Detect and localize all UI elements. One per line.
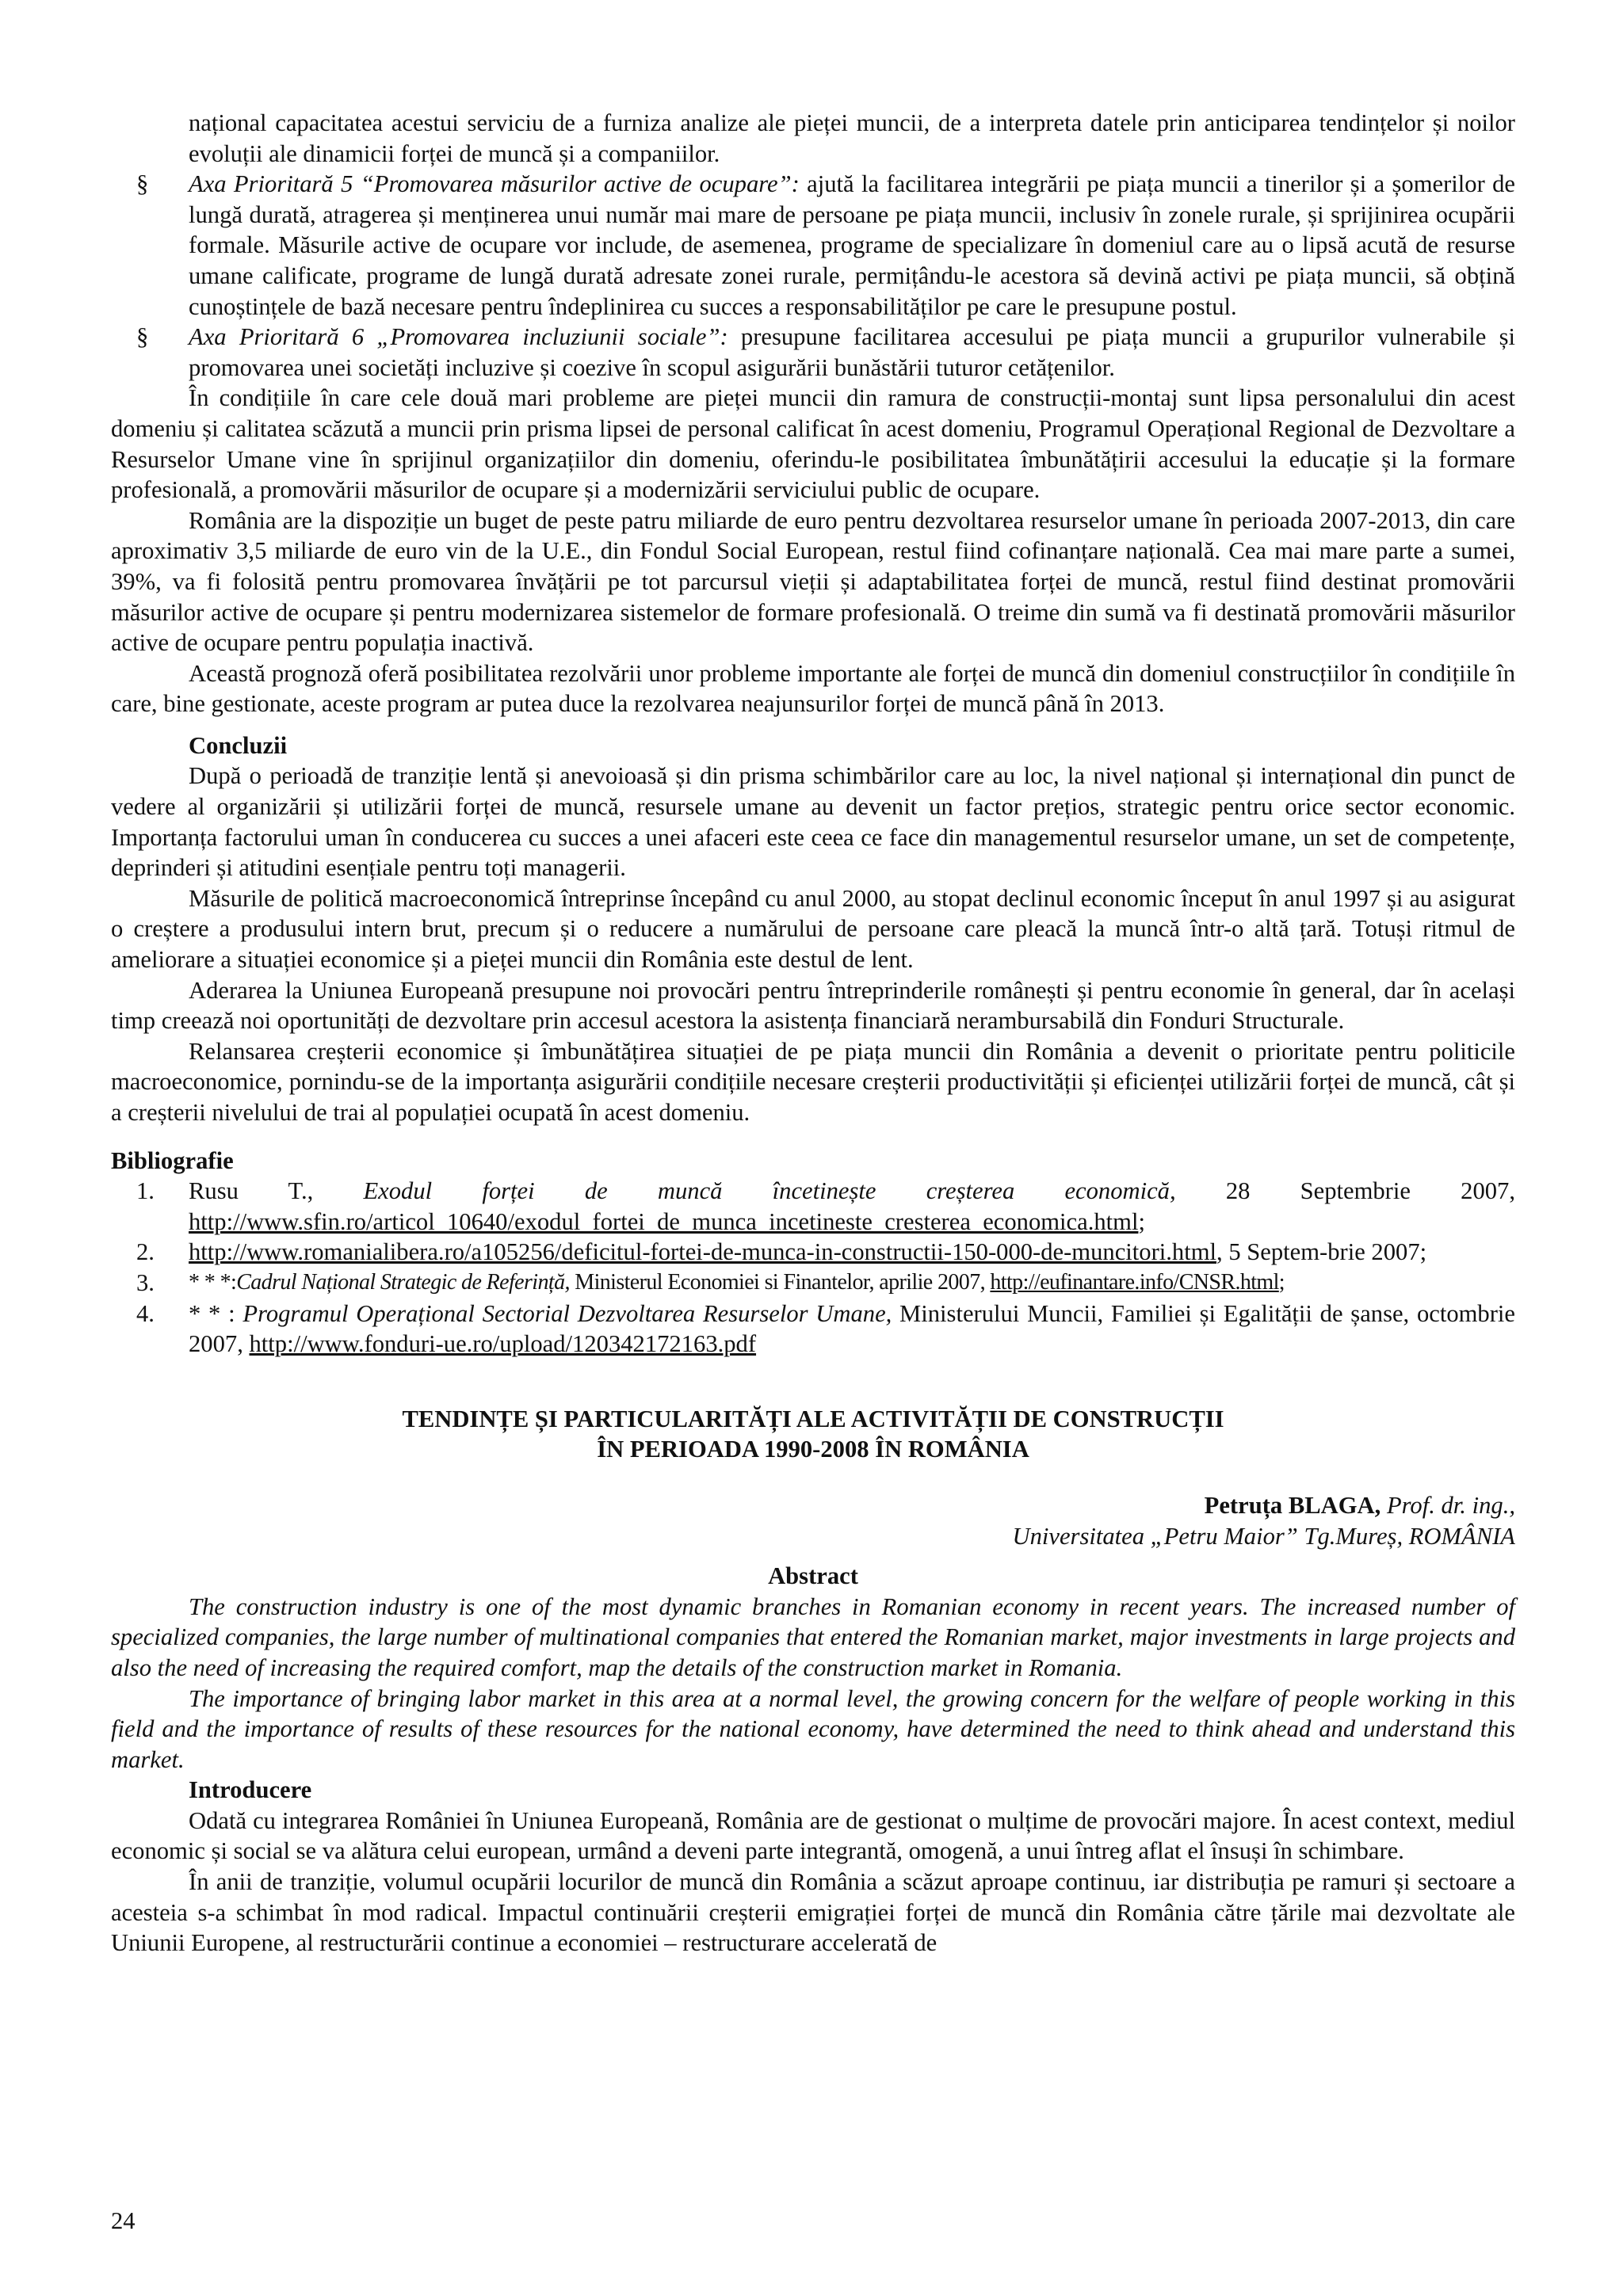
bullet-text: ajută la facilitarea integrării pe piața muncii a tinerilor și a șomerilor de lungă durată, atragerea și menținerea unui număr mai mare de persoane pe piața muncii, inclusiv în zonele rurale, și sprijinirea ocupării formale. Măsurile active de ocupare vor include, de asemenea, programe de specializare în domeniul care au o lipsă acută de resurse umane calificate, programe de lungă durată adresate zonei rurale, permițându-le acestora să devină activi pe piața muncii, să obțină cunoștințele de bază necesare pentru îndeplinirea cu succes a responsabilităților pe care le presupune postul. — [189, 170, 1515, 320]
abstract-paragraph: The construction industry is one of the most dynamic branches in Romanian economy in recent years. The increased number of specialized companies, the large number of multinational companies that entered the Romanian market, major investments in large projects and also the need of increasing the required comfort, map the details of the construction market in Romania. — [111, 1592, 1515, 1681]
bullet-axis-6 — [111, 322, 1515, 383]
conclusions-paragraph: Relansarea creșterii economice și îmbunătățirea situației de pe piața muncii din România a devenit o prioritate pentru politicile macroeconomice, pornindu-se de la importanța asigurării condițiile necesare creșterii productivității și eficienței utilizării forței de muncă, cât și a creșterii nivelului de trai al populației ocupată în acest domeniu. — [111, 1037, 1515, 1126]
bibliography-item: 1. Rusu T., Exodul forței de muncă încetinește creșterea economică, 28 Septembrie 2007, http://www.sfin.ro/articol_10640/exodul_fortei_de_munca_incetineste_cresterea_economica.html; — [136, 1177, 1515, 1235]
section-bullet-icon: § — [136, 170, 149, 198]
abstract-paragraph: The importance of bringing labor market in this area at a normal level, the growing concern for the welfare of people working in this field and the importance of results of these resources for the national economy, have determined the need to think ahead and understand this market. — [111, 1684, 1515, 1773]
bibliography-item: 2. http://www.romanialibera.ro/a105256/deficitul-fortei-de-munca-in-constructii-150-000-de-muncitori.html, 5 Septem-brie 2007; — [136, 1238, 1427, 1266]
introduction-paragraph: Odată cu integrarea României în Uniunea Europeană, România are de gestionat o mulțime de provocări majore. În acest context, mediul economic și social se va alătura celui european, urmând a deveni parte integrantă, omogenă, a unui întreg aflat el însuși în schimbare. — [111, 1806, 1515, 1865]
conclusions-paragraph: După o perioadă de tranziție lentă și anevoioasă și din prisma schimbărilor care au loc, la nivel național și internațional din punct de vedere al organizării și utilizării forței de muncă, resursele umane au devenit un factor prețios, strategic pentru orice sector economic. Importanța factorului uman în conducerea cu succes a unei afaceri este ceea ce face din managementul resurselor umane, un set de competențe, deprinderi și atitudini esențiale pentru toți managerii. — [111, 762, 1515, 882]
body-paragraph: Această prognoză oferă posibilitatea rezolvării unor probleme importante ale forței de muncă din domeniul construcțiilor în condițiile în care, bine gestionate, aceste program ar putea duce la rezolvarea neajunsurilor forței de muncă până în 2013. — [111, 659, 1515, 718]
author-name: Petruța BLAGA, — [1204, 1491, 1381, 1519]
bullet-axis-5 — [111, 169, 1515, 322]
bullet-text: presupune facilitarea accesului pe piața muncii a grupurilor vulnerabile și promovarea unei societăți incluzive și coezive în scopul asigurării bunăstării tuturor cetățenilor. — [189, 323, 1515, 381]
bibliography-list — [111, 1176, 1515, 1360]
body-paragraph: România are la dispoziție un buget de peste patru miliarde de euro pentru dezvoltarea resurselor umane în perioada 2007-2013, din care aproximativ 3,5 miliarde de euro vin de la U.E., din Fondul Social European, restul fiind cofinanțare națională. Cea mai mare parte a sumei, 39%, va fi folosită pentru promovarea învățării pe tot parcursul vieții și adaptabilitatea forței de muncă, restul fiind destinat promovării măsurilor active de ocupare și pentru modernizarea sistemelor de formare profesională. O treime din sumă va fi destinată promovării măsurilor active de ocupare pentru populația inactivă. — [111, 506, 1515, 657]
reference-link[interactable]: http://www.romanialibera.ro/a105256/deficitul-fortei-de-munca-in-constructii-150-000-de-muncitori.html — [189, 1238, 1217, 1266]
page-content — [111, 108, 1515, 1958]
bibliography-item: 3. * * *:Cadrul Național Strategic de Referință, Ministerul Economiei si Finantelor, aprilie 2007, http://eufinantare.info/CNSR.html; — [136, 1268, 1285, 1296]
bibliography-heading: Bibliografie — [111, 1146, 234, 1174]
author-title: Prof. dr. ing., — [1381, 1491, 1515, 1519]
bibliography-item: 4. * * : Programul Operațional Sectorial Dezvoltarea Resurselor Umane, Ministerului Muncii, Familiei și Egalității de șanse, octombrie 2007, http://www.fonduri-ue.ro/upload/120342172163.pdf — [136, 1299, 1515, 1358]
reference-link[interactable]: http://www.fonduri-ue.ro/upload/120342172163.pdf — [249, 1330, 757, 1358]
reference-link[interactable]: http://eufinantare.info/CNSR.html — [990, 1269, 1279, 1295]
conclusions-paragraph: Aderarea la Uniunea Europeană presupune noi provocări pentru întreprinderile românești și pentru economie în general, dar în același timp creează noi oportunități de dezvoltare prin accesul acestora la asistența financiară nerambursabilă din Fonduri Structurale. — [111, 976, 1515, 1035]
introduction-paragraph: În anii de tranziție, volumul ocupării locurilor de muncă din România a scăzut aproape continuu, iar distribuția pe ramuri și sectoare a acesteia s-a schimbat în mod radical. Impactul continuării creșterii emigrației forței de muncă din România către țările mai dezvoltate ale Uniunii Europene, al restructurării continue a economiei – restructurare accelerată de — [111, 1868, 1515, 1957]
bullet-title: Axa Prioritară 6 „Promovarea incluziunii sociale”: — [189, 323, 728, 351]
body-paragraph: În condițiile în care cele două mari probleme are pieței muncii din ramura de construcții-montaj sunt lipsa personalului din acest domeniu și calitatea scăzută a muncii prin prisma lipsei de personal calificat în acest domeniu, Programul Operațional Regional de Dezvoltare a Resurselor Umane vine în sprijinul organizațiilor din domeniu, oferindu-le posibilitatea îmbunătățirii accesului la educație și la formare profesională, a promovării măsurilor de ocupare și a modernizării serviciului public de ocupare. — [111, 384, 1515, 504]
introduction-heading: Introducere — [189, 1776, 312, 1804]
conclusions-heading: Concluzii — [189, 731, 288, 759]
continued-paragraph: național capacitatea acestui serviciu de a furniza analize ale pieței muncii, de a interpreta datele prin anticiparea tendințelor și noilor evoluții ale dinamicii forței de muncă și a companiilor. — [189, 109, 1515, 167]
author-line — [111, 1490, 1515, 1521]
reference-link[interactable]: http://www.sfin.ro/articol_10640/exodul_fortei_de_munca_incetineste_cresterea_economica.html — [189, 1207, 1139, 1235]
abstract-heading: Abstract — [768, 1562, 858, 1590]
conclusions-paragraph: Măsurile de politică macroeconomică întreprinse începând cu anul 2000, au stopat declinul economic început în anul 1997 și au asigurat o creștere a produsului intern brut, precum și o reducere a numărului de persoane care pleacă la muncă într-o altă țară. Totuși ritmul de ameliorare a situației economice și a pieței muncii din România este destul de lent. — [111, 884, 1515, 974]
article-title: TENDINȚE ȘI PARTICULARITĂȚI ALE ACTIVITĂȚII DE CONSTRUCȚII ÎN PERIOADA 1990-2008 ÎN ROMÂNIA — [402, 1405, 1224, 1463]
section-bullet-icon: § — [136, 323, 149, 351]
bullet-title: Axa Prioritară 5 “Promovarea măsurilor active de ocupare”: — [189, 170, 800, 198]
affiliation: Universitatea „Petru Maior” Tg.Mureș, ROMÂNIA — [1012, 1522, 1515, 1550]
page-number: 24 — [111, 2207, 136, 2234]
